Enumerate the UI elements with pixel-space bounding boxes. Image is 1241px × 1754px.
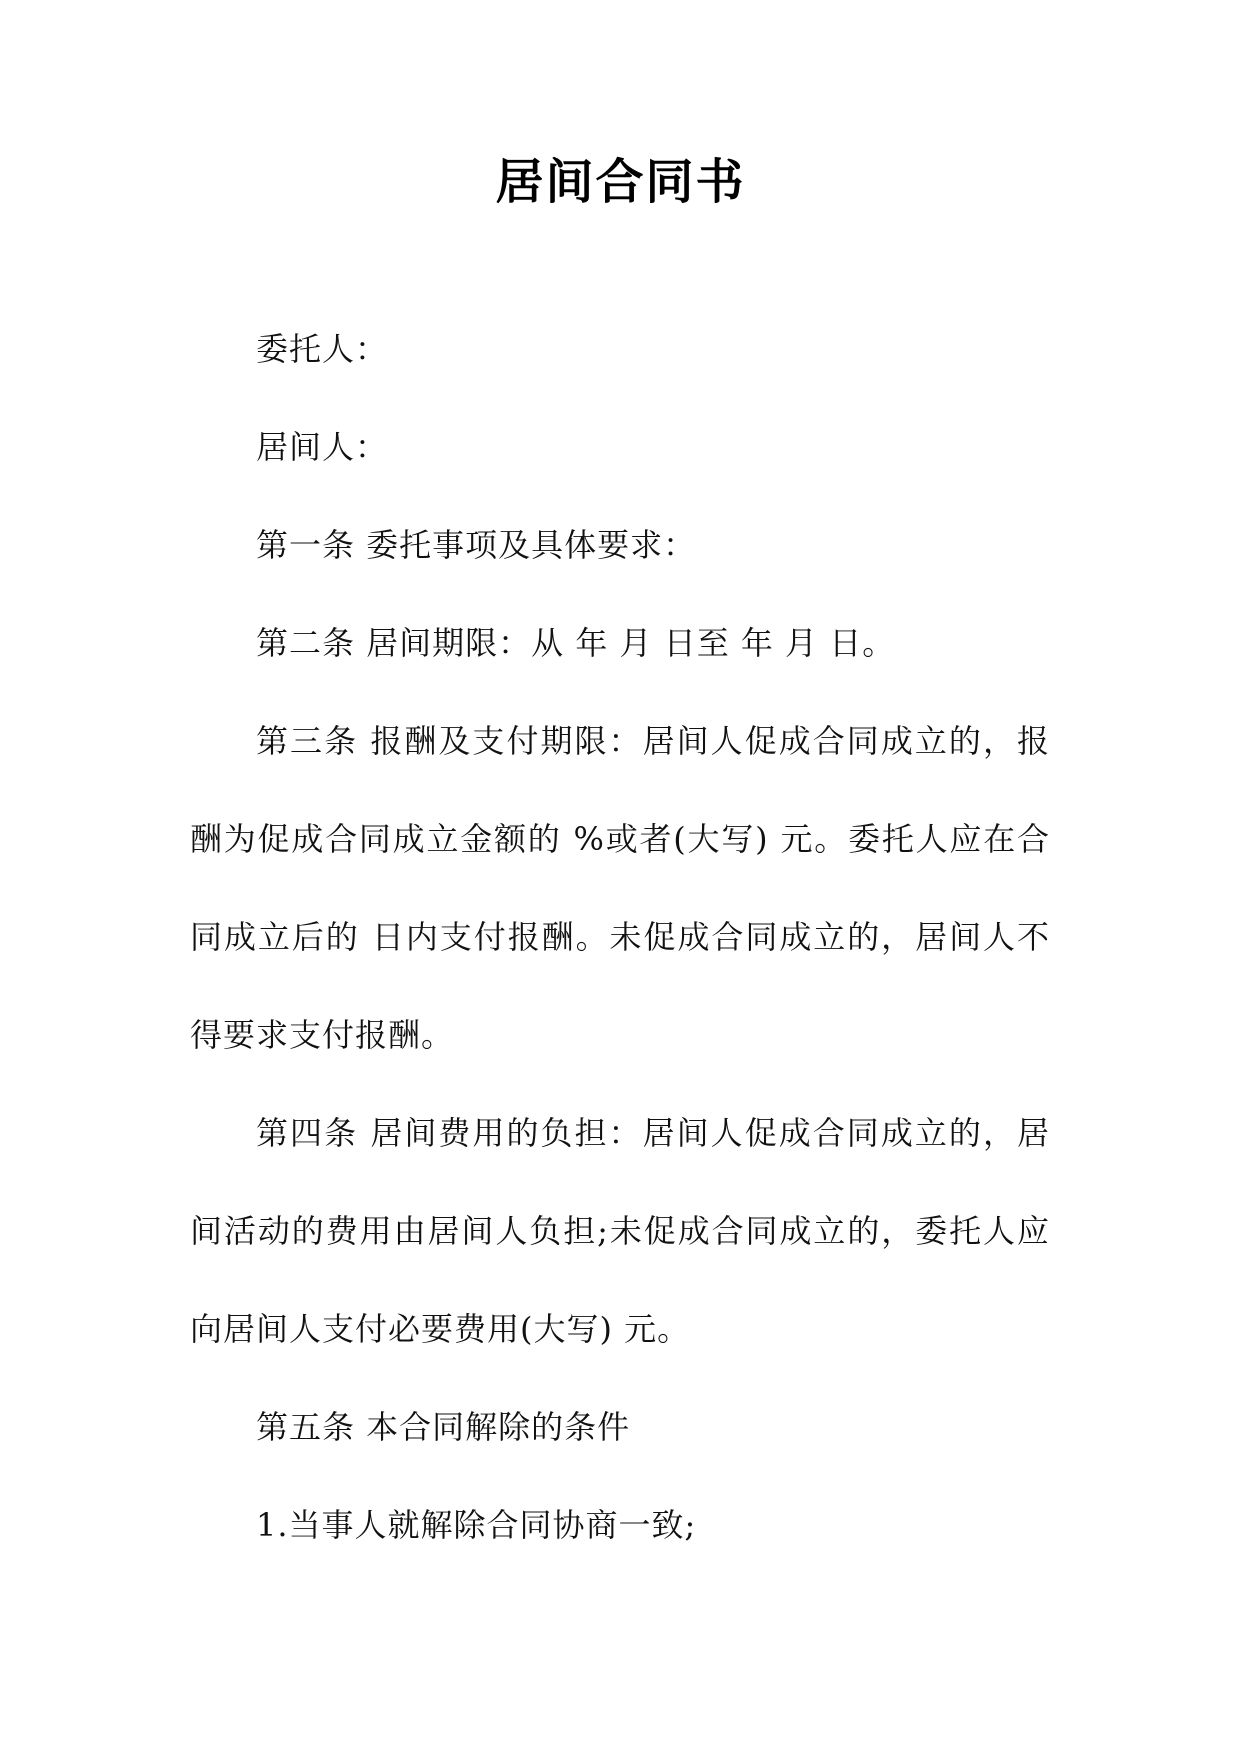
- article-5-item-1: 1.当事人就解除合同协商一致;: [256, 1506, 697, 1544]
- document-title: 居间合同书: [495, 154, 746, 210]
- article-5: 第五条 本合同解除的条件: [256, 1408, 631, 1446]
- party-intermediary: 居间人：: [256, 428, 389, 466]
- document-body: [190, 300, 1050, 1574]
- article-1: 第一条 委托事项及具体要求：: [256, 526, 697, 564]
- party-client: 委托人：: [256, 330, 389, 368]
- article-4: 第四条 居间费用的负担：居间人促成合同成立的，居间活动的费用由居间人负担;未促成合同成立的，委托人应向居间人支付必要费用(大写) 元。: [190, 1114, 1050, 1348]
- article-2: 第二条 居间期限：从 年 月 日至 年 月 日。: [256, 624, 896, 662]
- article-3: 第三条 报酬及支付期限：居间人促成合同成立的，报酬为促成合同成立金额的 %或者(大写) 元。委托人应在合同成立后的 日内支付报酬。未促成合同成立的，居间人不得要求支付报酬。: [190, 722, 1050, 1054]
